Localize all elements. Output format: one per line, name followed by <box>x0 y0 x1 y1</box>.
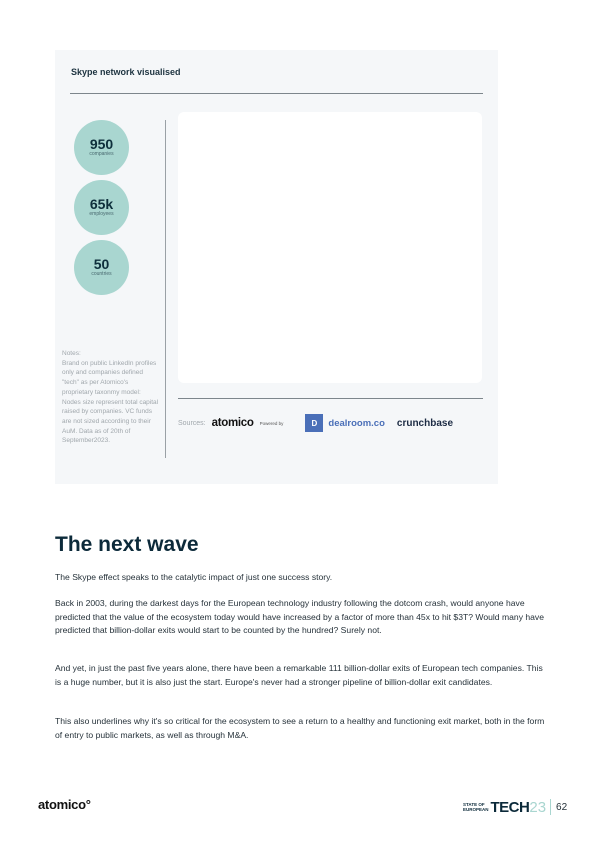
dealroom-icon: D <box>305 414 323 432</box>
crunchbase-logo: crunchbase <box>396 417 454 429</box>
paragraph: The Skype effect speaks to the catalytic impact of just one success story. <box>55 572 333 582</box>
stat-label: countries <box>91 271 112 277</box>
separator <box>550 799 551 815</box>
stat-value: 50 <box>93 256 110 272</box>
stat-value: 950 <box>89 136 114 152</box>
report-tech: TECH <box>490 798 530 816</box>
powered-by: Powered by <box>259 420 284 426</box>
divider <box>178 398 483 399</box>
stat-employees <box>74 180 129 235</box>
atomico-logo: atomico <box>211 417 254 429</box>
divider <box>70 93 483 94</box>
report-year: 23 <box>529 798 547 816</box>
report-small-1: STATE OF <box>463 802 485 807</box>
sources-label: Sources: <box>178 419 206 427</box>
stat-companies <box>74 120 129 175</box>
sources-row <box>178 413 453 433</box>
network-visual-panel <box>178 112 482 383</box>
stat-label: companies <box>89 151 114 157</box>
stat-value: 65k <box>89 196 114 212</box>
dealroom-logo: dealroom.co <box>328 417 385 429</box>
paragraph: This also underlines why it's so critical for the ecosystem to see a return to a healthy and functioning exit market, both in the form of entry to public markets, as well as through M&A. <box>55 716 545 740</box>
paragraph: And yet, in just the past five years alone, there have been a remarkable 111 billion-dollar exits of European tech companies. This is a huge number, but it is also just the start. Europe's never had a stronger pipeline of billion-dollar exit candidates. <box>55 663 543 687</box>
report-small-2: EUROPEAN <box>463 807 489 812</box>
footer-atomico-logo: atomico° <box>38 797 91 812</box>
paragraph: Back in 2003, during the darkest days for the European technology industry following the dotcom crash, would anyone have predicted that the value of the ecosystem today would have increased by a factor of more than 45x to hit $3T? Would many have predicted that billion-dollar exits would start to be counted by the hundred? Surely not. <box>55 598 545 635</box>
network-card <box>55 50 498 484</box>
vertical-divider <box>165 120 166 458</box>
report-logo-small <box>463 802 489 812</box>
stat-countries <box>74 240 129 295</box>
card-title: Skype network visualised <box>71 67 181 77</box>
notes: Notes: Brand on public LinkedIn profiles only and companies defined "tech" as per Atomico's proprietary taxonmy model: Nodes size represent total capital raised by companies. VC funds are not sized according to their AuM. Data as of 20th of September2023. <box>62 350 159 445</box>
stat-label: employees <box>89 211 114 217</box>
section-heading: The next wave <box>55 533 199 556</box>
page-number: 62 <box>556 801 568 813</box>
footer-report-brand <box>463 798 567 816</box>
